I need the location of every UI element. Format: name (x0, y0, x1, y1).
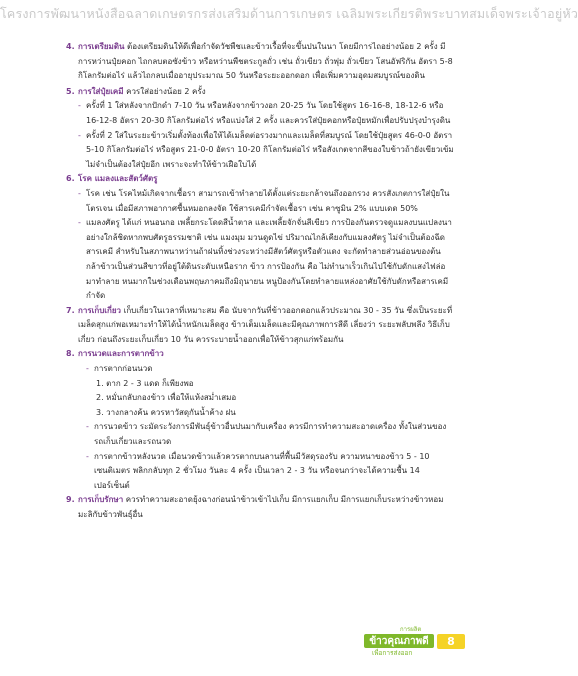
page-number: 8 (437, 634, 465, 649)
list-item (66, 187, 454, 216)
bullet-dash: - (86, 451, 89, 461)
section-number: 8. (66, 349, 75, 359)
footer-brand-logo (364, 634, 434, 648)
page-header: โครงการพัฒนาหนังสือฉลาดเกษตรกรส่งเสริมด้านการเกษตร เฉลิมพระเกียรติพระบาทสมเด็จพระเจ้าอยู่หัว (0, 6, 578, 21)
section-4 (66, 40, 454, 84)
section-9 (66, 493, 454, 522)
list-item-text: ครั้งที่ 1 ใส่หลังจากปักดำ 7-10 วัน หรือหลังจากข้าวงอก 20-25 วัน โดยใช้สูตร 16-16-8, 18-12-6 หรือ 16-12-8 อัตรา 20-30 กิโลกรัมต่อไร่ หรือแบ่งใส่ 2 ครั้ง และควรใส่ปุ๋ยคอกหรือปุ๋ยหมักเพื่อปรับปรุงบำรุงดิน (86, 101, 451, 125)
bullet-dash: - (78, 188, 81, 198)
list-item-text: ครั้งที่ 2 ใส่ในระยะข้าวเริ่มตั้งท้องเพื่อให้ได้เมล็ดต่อรวงมากและเมล็ดที่สมบูรณ์ โดยใช้ปุ๋ยสูตร 46-0-0 อัตรา 5-10 กิโลกรัมต่อไร่ หรือสูตร 21-0-0 อัตรา 10-20 กิโลกรัมต่อไร่ หรือสังเกตจากสีของใบข้าวถ้ายังเขียวเข้มไม่จำเป็นต้องใส่ปุ๋ยอีก เพราะจะทำให้ข้าวเฝือใบได้ (86, 130, 454, 169)
section-number: 7. (66, 305, 75, 315)
section-title: การนวดและการตากข้าว (78, 349, 164, 359)
section-8 (66, 347, 454, 362)
bullet-dash: - (86, 422, 89, 432)
bullet-dash: - (78, 130, 81, 140)
section-number: 5. (66, 86, 75, 96)
list-item-text: แมลงศัตรู ได้แก่ หนอนกอ เพลี้ยกระโดดสีน้ำตาล และเพลี้ยจักจั่นสีเขียว การป้องกันตรวจดูแมลงบนแปลงนาอย่างใกล้ชิดหากพบศัตรูธรรมชาติ เช่น แมงมุม มวนดูดไข่ ปริมาณไกล้เคียงกับแมลงศัตรู ไม่จำเป็นต้องฉีดสารเคมี สำหรับในสภาพนาหว่านถ้าฝนทิ้งช่วงระหว่างมีสัตว์ศัตรูหรือตัวแดง จะกัดทำลายส่วนอ่อนของต้นกล้าข้าวเป็นส่วนสีขาวที่อยู่ใต้ดินระดับเหนือราก ข้าว การป้องกัน คือ ไม่ทำนาเร็วเกินไปใช้กับดักแสงไฟล่อมาทำลาย หนมากในช่วงเดือนพฤษภาคมถึงมิถุนายน หนูป้องกันโดยทำลายแหล่งอาศัยใช้กับดักหรือสารเคมีกำจัด (86, 218, 452, 301)
section-text: ควรทำความสะอาดยุ้งฉางก่อนนำข้าวเข้าไปเก็บ มีการแยกเก็บ มีการแยกเก็บระหว่างข้าวหอมมะลิกับข้าวพันธุ์อื่น (78, 495, 444, 519)
section-text: เก็บเกี่ยวในเวลาที่เหมาะสม คือ นับจากวันที่ข้าวออกดอกแล้วประมาณ 30 - 35 วัน ซึ่งเป็นระยะที่เมล็ดสุกแก่พอเหมาะทำให้ได้น้ำหนักเมล็ดสูง ข้าวเต็มเมล็ดและมีคุณภาพการสีดี เลี่ยงว่า ระยะพลับพลึง วิธีเก็บเกี่ยว ก่อนถึงระยะเก็บเกี่ยว 10 วัน ควรระบายน้ำออกเพื่อให้ข้าวสุกแก่พร้อมกัน (78, 305, 453, 344)
section-title: การเก็บรักษา (78, 495, 124, 505)
section-number: 9. (66, 495, 75, 505)
list-item (66, 362, 454, 377)
list-item-text: การตากก่อนนวด (94, 364, 153, 374)
list-item-text: การตากข้าวหลังนวด เมื่อนวดข้าวแล้วควรตากบนลานที่พื้นมีวัสดุรองรับ ความหนาของข้าว 5 - 10 เซนติเมตร พลิกกลับทุก 2 ชั่วโมง วันละ 4 ครั้ง เป็นเวลา 2 - 3 วัน หรือจนกว่าจะได้ความชื้น 14 เปอร์เซ็นต์ (94, 451, 430, 490)
numbered-item: 2. หมั่นกลับกองข้าว เพื่อให้แห้งสม่ำเสมอ (96, 393, 237, 403)
section-title: การเก็บเกี่ยว (78, 305, 122, 315)
list-item-text: การนวดข้าว ระมัดระวังการมีพันธุ์ข้าวอื่นปนมากับเครื่อง ควรมีการทำความสะอาดเครื่อง ทั้งในส่วนของรถเก็บเกี่ยวและรถนวด (94, 422, 447, 447)
list-item (66, 420, 454, 449)
section-title-suffix: ควรใส่อย่างน้อย 2 ครั้ง (123, 86, 206, 96)
section-number: 6. (66, 174, 75, 184)
bullet-dash: - (78, 218, 81, 228)
section-title: การใส่ปุ๋ยเคมี (78, 86, 124, 96)
numbered-item: 3. วางกลางค้น ควรหาวัสดุกันน้ำค้าง ฝน (96, 407, 236, 417)
bullet-dash: - (86, 364, 89, 374)
section-title: การเตรียมดิน (78, 42, 125, 51)
list-item (66, 129, 454, 173)
section-6 (66, 172, 454, 187)
list-item (66, 99, 454, 128)
section-7 (66, 304, 454, 348)
list-item-text: โรค เช่น โรคไหม้เกิดจากเชื้อรา สามารถเข้าทำลายได้ตั้งแต่ระยะกล้าจนถึงออกรวง ควรสังเกตการใส่ปุ๋ยในโตรเจน เมื่อมีสภาพอากาศชื้นหมอกลงจัด ใช้สารเคมีกำจัดเชื้อรา เช่น คาซูมิน 2% แบบเดด 50% (86, 188, 450, 213)
footer-brand-subtitle: เพื่อการส่งออก (372, 649, 413, 657)
footer-brand-top: การผลิต (400, 626, 422, 633)
list-item (66, 450, 454, 494)
list-item (66, 216, 454, 304)
document-body (66, 40, 454, 523)
bullet-dash: - (78, 101, 81, 111)
footer-brand-title: ข้าวคุณภาพดี (369, 636, 429, 647)
section-text: ต้องเตรียมดินให้ดีเพื่อกำจัดวัชพืชและข้าวเรื้อที่จะขึ้นปนในนา โดยมีการไถอย่างน้อย 2 ครั้ง มีการหว่านปุ๋ยคอก ไถกลบตอซังข้าว หรือหว่านพืชตระกูลถั่ว เช่น ถั่วเขียว ถั่วพุ่ม ถั่วเขียว โสนอัฟริกัน อัตรา 5-8 กิโลกรัมต่อไร่ แล้วไถกลบเมื่ออายุประมาณ 50 วันหรือระยะออกดอก เพื่อเพิ่มความอุดมสมบูรณ์ของดิน (78, 42, 453, 81)
section-number: 4. (66, 42, 75, 51)
section-5 (66, 85, 454, 100)
section-title: โรค แมลงและสัตว์ศัตรู (78, 174, 158, 184)
numbered-item: 1. ตาก 2 - 3 แดด ก็เพียงพอ (96, 378, 194, 388)
